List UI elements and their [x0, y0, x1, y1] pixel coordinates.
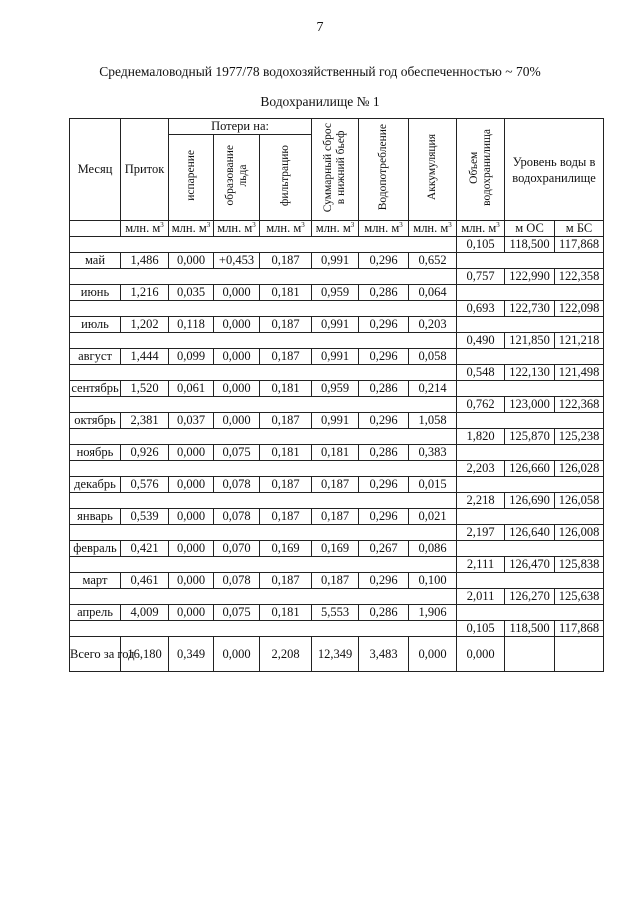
cell-ice: 0,075: [214, 605, 260, 621]
table-row: [70, 317, 604, 333]
table-row-state: [70, 269, 604, 285]
cell-level-os: 126,270: [505, 589, 555, 605]
cell-ice: 0,070: [214, 541, 260, 557]
cell-volume: 1,820: [457, 429, 505, 445]
cell-accumulation: 0,086: [409, 541, 457, 557]
cell-discharge: 0,187: [312, 573, 359, 589]
total-ice: 0,000: [214, 637, 260, 672]
cell-level-os: 123,000: [505, 397, 555, 413]
units-row: [70, 221, 604, 237]
table-body: [70, 237, 604, 672]
cell-level-bs: 126,058: [555, 493, 604, 509]
cell-level-bs: 125,638: [555, 589, 604, 605]
cell-discharge: 5,553: [312, 605, 359, 621]
cell-discharge: 0,959: [312, 381, 359, 397]
cell-evaporation: 0,037: [169, 413, 214, 429]
cell-level-os: 126,640: [505, 525, 555, 541]
cell-filtration: 0,187: [260, 509, 312, 525]
cell-evaporation: 0,035: [169, 285, 214, 301]
table-row: [70, 605, 604, 621]
header-consumption: Водопотребление: [359, 119, 409, 221]
cell-month: октябрь: [70, 413, 121, 429]
cell-inflow: 0,576: [121, 477, 169, 493]
cell-level-os: 126,690: [505, 493, 555, 509]
cell-level-os: 126,470: [505, 557, 555, 573]
cell-level-bs: 121,498: [555, 365, 604, 381]
table-row: [70, 349, 604, 365]
header-volume: Объем водохранилища: [457, 119, 505, 221]
cell-evaporation: 0,000: [169, 605, 214, 621]
cell-level-os: 126,660: [505, 461, 555, 477]
cell-discharge: 0,991: [312, 317, 359, 333]
cell-discharge: 0,991: [312, 413, 359, 429]
table-row: [70, 477, 604, 493]
cell-evaporation: 0,000: [169, 253, 214, 269]
total-accumulation: 0,000: [409, 637, 457, 672]
header-water-level: Уровень воды в водохранилище: [505, 119, 604, 221]
cell-consumption: 0,296: [359, 573, 409, 589]
cell-evaporation: 0,000: [169, 477, 214, 493]
cell-discharge: 0,169: [312, 541, 359, 557]
cell-level-bs: 125,838: [555, 557, 604, 573]
unit-cell: млн. $м^3$: [457, 221, 505, 237]
cell-month: сентябрь: [71, 381, 119, 395]
cell-month: март: [70, 573, 121, 589]
cell-ice: 0,000: [214, 317, 260, 333]
table-row: [70, 253, 604, 269]
cell-volume: 0,757: [457, 269, 505, 285]
cell-month: июнь: [70, 285, 121, 301]
total-volume: 0,000: [457, 637, 505, 672]
cell-filtration: 0,181: [260, 605, 312, 621]
cell-accumulation: 1,906: [409, 605, 457, 621]
header-evaporation: испарение: [169, 135, 214, 221]
unit-cell: млн. $м^3$: [121, 221, 169, 237]
unit-m-os: м ОС: [505, 221, 555, 237]
cell-month: август: [70, 349, 121, 365]
cell-level-bs: 122,358: [555, 269, 604, 285]
cell-filtration: 0,187: [260, 253, 312, 269]
cell-ice: +0,453: [214, 253, 260, 269]
cell-level-os: 121,850: [505, 333, 555, 349]
unit-cell: млн. $м^3$: [214, 221, 260, 237]
cell-ice: 0,000: [214, 349, 260, 365]
cell-consumption: 0,286: [359, 285, 409, 301]
cell-ice: 0,000: [214, 413, 260, 429]
cell-volume: 2,218: [457, 493, 505, 509]
document-title: Среднемаловодный 1977/78 водохозяйственный год обеспеченностью ~ 70%: [99, 64, 541, 79]
cell-accumulation: 0,203: [409, 317, 457, 333]
cell-month: апрель: [70, 605, 121, 621]
table-row-state: [70, 301, 604, 317]
table-row-state: [70, 397, 604, 413]
cell-month: ноябрь: [70, 445, 121, 461]
cell-accumulation: 0,064: [409, 285, 457, 301]
table-row-state: [70, 589, 604, 605]
cell-filtration: 0,169: [260, 541, 312, 557]
cell-inflow: 4,009: [121, 605, 169, 621]
cell-month: январь: [70, 509, 121, 525]
cell-filtration: 0,187: [260, 349, 312, 365]
cell-inflow: 0,421: [121, 541, 169, 557]
cell-inflow: 1,486: [121, 253, 169, 269]
initial-volume: 0,105: [457, 237, 505, 253]
cell-inflow: 1,202: [121, 317, 169, 333]
total-inflow: 16,180: [121, 637, 169, 672]
cell-accumulation: 0,015: [409, 477, 457, 493]
cell-filtration: 0,181: [260, 285, 312, 301]
cell-level-bs: 126,028: [555, 461, 604, 477]
cell-ice: 0,075: [214, 445, 260, 461]
cell-accumulation: 0,652: [409, 253, 457, 269]
cell-inflow: 0,926: [121, 445, 169, 461]
cell-level-os: 122,130: [505, 365, 555, 381]
table-row: [70, 285, 604, 301]
total-row: [70, 637, 604, 672]
cell-volume: 2,111: [457, 557, 505, 573]
reservoir-subtitle: Водохранилище № 1: [260, 94, 380, 109]
table-row-state: [70, 621, 604, 637]
cell-level-bs: 122,098: [555, 301, 604, 317]
table-row-state: [70, 429, 604, 445]
cell-accumulation: 0,383: [409, 445, 457, 461]
cell-accumulation: 0,021: [409, 509, 457, 525]
cell-level-bs: 121,218: [555, 333, 604, 349]
cell-ice: 0,078: [214, 477, 260, 493]
cell-volume: 2,203: [457, 461, 505, 477]
cell-month: декабрь: [70, 477, 121, 493]
total-evaporation: 0,349: [169, 637, 214, 672]
cell-accumulation: 0,214: [409, 381, 457, 397]
cell-accumulation: 0,058: [409, 349, 457, 365]
cell-ice: 0,078: [214, 573, 260, 589]
cell-discharge: 0,991: [312, 349, 359, 365]
unit-cell: млн. $м^3$: [312, 221, 359, 237]
cell-filtration: 0,181: [260, 445, 312, 461]
cell-consumption: 0,296: [359, 253, 409, 269]
unit-cell: млн. $м^3$: [260, 221, 312, 237]
cell-discharge: 0,181: [312, 445, 359, 461]
cell-volume: 2,197: [457, 525, 505, 541]
cell-consumption: 0,286: [359, 445, 409, 461]
cell-filtration: 0,187: [260, 413, 312, 429]
cell-inflow: 2,381: [121, 413, 169, 429]
cell-level-os: 118,500: [505, 621, 555, 637]
total-label: Всего за год: [70, 637, 121, 672]
cell-consumption: 0,296: [359, 413, 409, 429]
cell-level-bs: 122,368: [555, 397, 604, 413]
table-row-state: [70, 365, 604, 381]
cell-evaporation: 0,000: [169, 541, 214, 557]
water-balance-table: [69, 118, 604, 672]
table-row: [70, 381, 604, 397]
header-ice: образование льда: [214, 135, 260, 221]
table-row-state: [70, 333, 604, 349]
table-row: [70, 509, 604, 525]
header-month: Месяц: [70, 119, 121, 221]
cell-inflow: 1,216: [121, 285, 169, 301]
cell-accumulation: 0,100: [409, 573, 457, 589]
cell-level-bs: 117,868: [555, 621, 604, 637]
cell-evaporation: 0,000: [169, 509, 214, 525]
cell-evaporation: 0,099: [169, 349, 214, 365]
cell-discharge: 0,187: [312, 509, 359, 525]
cell-discharge: 0,991: [312, 253, 359, 269]
cell-consumption: 0,286: [359, 605, 409, 621]
header-filtration: фильтрацию: [260, 135, 312, 221]
cell-filtration: 0,187: [260, 573, 312, 589]
cell-ice: 0,000: [214, 381, 260, 397]
cell-volume: 0,548: [457, 365, 505, 381]
cell-filtration: 0,181: [260, 381, 312, 397]
cell-evaporation: 0,000: [169, 573, 214, 589]
cell-consumption: 0,296: [359, 349, 409, 365]
table-row-state: [70, 525, 604, 541]
table-row: [70, 573, 604, 589]
cell-consumption: 0,296: [359, 509, 409, 525]
cell-inflow: 0,539: [121, 509, 169, 525]
cell-inflow: 0,461: [121, 573, 169, 589]
cell-inflow: 1,520: [121, 381, 169, 397]
cell-evaporation: 0,000: [169, 445, 214, 461]
table-row: [70, 541, 604, 557]
cell-ice: 0,078: [214, 509, 260, 525]
total-discharge: 12,349: [312, 637, 359, 672]
cell-volume: 0,105: [457, 621, 505, 637]
header-inflow: Приток: [121, 119, 169, 221]
cell-level-os: 122,730: [505, 301, 555, 317]
unit-m-bs: м БС: [555, 221, 604, 237]
unit-cell: млн. $м^3$: [359, 221, 409, 237]
cell-level-os: 122,990: [505, 269, 555, 285]
cell-discharge: 0,959: [312, 285, 359, 301]
cell-accumulation: 1,058: [409, 413, 457, 429]
cell-consumption: 0,296: [359, 317, 409, 333]
table-row-state: [70, 557, 604, 573]
header-losses: Потери на:: [169, 119, 312, 135]
cell-volume: 0,490: [457, 333, 505, 349]
unit-cell: млн. $м^3$: [409, 221, 457, 237]
initial-level-bs: 117,868: [555, 237, 604, 253]
page-number: 7: [316, 20, 324, 35]
cell-discharge: 0,187: [312, 477, 359, 493]
cell-evaporation: 0,061: [169, 381, 214, 397]
cell-volume: 2,011: [457, 589, 505, 605]
cell-filtration: 0,187: [260, 317, 312, 333]
cell-month: июль: [70, 317, 121, 333]
table-row: [70, 413, 604, 429]
table-row: [70, 445, 604, 461]
table-row-state: [70, 461, 604, 477]
total-filtration: 2,208: [260, 637, 312, 672]
cell-level-os: 125,870: [505, 429, 555, 445]
cell-level-bs: 125,238: [555, 429, 604, 445]
header-discharge: Суммарный сброс в нижний бьеф: [312, 119, 359, 221]
cell-consumption: 0,267: [359, 541, 409, 557]
cell-filtration: 0,187: [260, 477, 312, 493]
cell-evaporation: 0,118: [169, 317, 214, 333]
cell-volume: 0,762: [457, 397, 505, 413]
table-row-state: [70, 493, 604, 509]
cell-ice: 0,000: [214, 285, 260, 301]
cell-consumption: 0,296: [359, 477, 409, 493]
initial-level-os: 118,500: [505, 237, 555, 253]
cell-inflow: 1,444: [121, 349, 169, 365]
cell-consumption: 0,286: [359, 381, 409, 397]
total-consumption: 3,483: [359, 637, 409, 672]
cell-level-bs: 126,008: [555, 525, 604, 541]
cell-month: май: [70, 253, 121, 269]
cell-volume: 0,693: [457, 301, 505, 317]
unit-cell: млн. $м^3$: [169, 221, 214, 237]
cell-month: февраль: [70, 541, 121, 557]
header-accumulation: Аккумуляция: [409, 119, 457, 221]
